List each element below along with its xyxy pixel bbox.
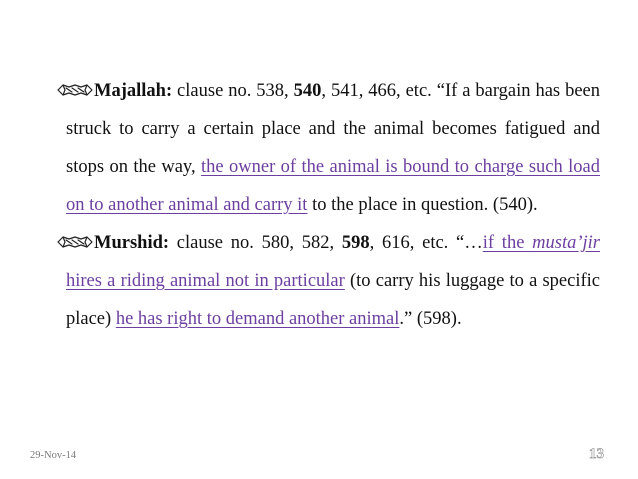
murshid-link-1-text: if the: [482, 233, 533, 253]
murshid-text-4: .” (598).: [399, 309, 462, 329]
murshid-text-1: clause no. 580, 582,: [169, 233, 342, 253]
majallah-paragraph: [66, 72, 600, 224]
footer-date: 29-Nov-14: [30, 450, 77, 461]
majallah-hyperlink[interactable]: the owner of the animal is bound to charge such load on to another animal and carry it: [66, 157, 601, 215]
murshid-paragraph: [66, 224, 600, 338]
murshid-label: Murshid:: [94, 233, 170, 253]
majallah-text-2: , 541, 466, etc. “If a bargain has been struck to carry a certain place and the animal becomes fatigued and stops on the way,: [66, 81, 600, 177]
majallah-clause-bold: 540: [293, 81, 322, 101]
majallah-text-1: clause no. 538,: [172, 81, 294, 101]
murshid-hyperlink-2[interactable]: he has right to demand another animal: [115, 309, 400, 329]
murshid-link-1-text-b: hires a riding animal not in particular: [66, 271, 345, 291]
handshake-icon: [56, 81, 94, 99]
page-number: 13: [589, 446, 604, 462]
murshid-text-3: (to carry his luggage to a specific place): [66, 271, 600, 329]
musta-jir-term: musta’jir: [532, 233, 600, 253]
majallah-text-3: to the place in question. (540).: [307, 195, 538, 215]
murshid-text-2: , 616, etc. “…: [369, 233, 483, 253]
slide-content: [66, 72, 600, 338]
handshake-icon: [56, 233, 94, 251]
murshid-clause-bold: 598: [341, 233, 370, 253]
majallah-label: Majallah:: [94, 81, 173, 101]
